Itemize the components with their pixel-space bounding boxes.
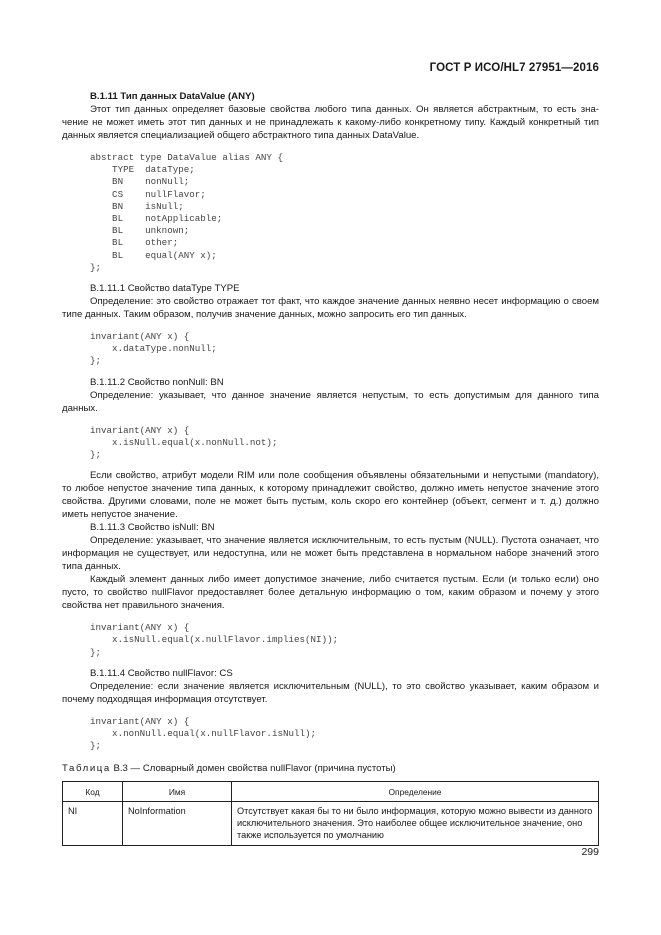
subsection-heading: В.1.11.2 Свойство nonNull: BN: [90, 376, 224, 388]
table-caption-label: Таблица: [62, 763, 111, 775]
column-header-code: Код: [63, 782, 123, 802]
code-block: abstract type DataValue alias ANY { TYPE dataType; BN nonNull; CS nullFlavor; BN isNull; BL notApplicable; BL unknown; BL other; BL equal(ANY x); };: [90, 152, 283, 273]
code-block: invariant(ANY x) { x.isNull.equal(x.nonNull.not); };: [90, 424, 278, 461]
paragraph: Определение: это свойство отражает тот факт, что каждое значение данных неявно несет информацию о своем типе данных. Таким образом, получив значение данных, можно запросить его тип данных.: [62, 296, 599, 321]
cell-definition: Отсутствует какая бы то ни было информация, которую можно вывести из данного исключительного значения. Это наиболее общее исключительное значение, оно также используется по умолчанию: [232, 802, 599, 846]
paragraph: Определение: если значение является исключительным (NULL), то это свойство указывает, каким образом и почему подходящая информация отсутствует.: [62, 680, 599, 705]
page-number: 299: [581, 846, 599, 858]
subsection-heading: В.1.11.3 Свойство isNull: BN: [90, 522, 215, 534]
code-block: invariant(ANY x) { x.isNull.equal(x.nullFlavor.implies(NI)); };: [90, 622, 339, 658]
table-caption-text: В.3 — Словарный домен свойства nullFlavor (причина пустоты): [110, 763, 396, 775]
code-block: invariant(ANY x) { x.dataType.nonNull; };: [90, 331, 217, 367]
page-content: [62, 90, 599, 846]
null-flavor-table: [62, 781, 599, 846]
table-header-row: [63, 782, 599, 802]
paragraph: Каждый элемент данных либо имеет допустимое значение, либо считается пустым. Если (и только если) оно пусто, то свойство nullFlavor предоставляет более детальную информацию о том, каким образом и почему у этого свойства нет правильного значения.: [62, 574, 599, 612]
table-caption: [62, 762, 599, 775]
subsection-heading: В.1.11.4 Свойство nullFlavor: CS: [90, 667, 233, 679]
table-row: [63, 802, 599, 846]
cell-name: NoInformation: [123, 802, 232, 846]
paragraph: Этот тип данных определяет базовые свойства любого типа данных. Он является абстрактным, то есть зна-чение не может иметь этот тип данных и не принадлежать к какому-либо конкретному типу. Каждый конкретный тип данных является специализацией общего абстрактного типа данных DataValue.: [62, 104, 599, 141]
section-heading: В.1.11 Тип данных DataValue (ANY): [90, 91, 255, 102]
column-header-definition: Определение: [232, 782, 599, 802]
subsection-heading: В.1.11.1 Свойство dataType TYPE: [90, 283, 240, 295]
column-header-name: Имя: [123, 782, 232, 802]
paragraph: Определение: указывает, что данное значение является непустым, то есть допустимым для данного типа данных.: [62, 389, 599, 414]
code-block: invariant(ANY x) { x.nonNull.equal(x.nullFlavor.isNull); };: [90, 715, 317, 752]
paragraph: Если свойство, атрибут модели RIM или поле сообщения объявлены обязательными и непустыми (mandatory), то любое непустое значение типа данных, к которому принадлежит свойство, должно иметь непустое значение этого свойства. Другими словами, поле не может быть пустым, коль скоро его контейнер (объект, сегмент и т. д.) должно иметь непустое значение.: [62, 470, 599, 521]
document-header: ГОСТ Р ИСО/HL7 27951—2016: [429, 62, 599, 74]
cell-code: NI: [63, 802, 123, 846]
paragraph: Определение: указывает, что значение является исключительным, то есть пустым (NULL). Пустота означает, что информация не существует, или недоступна, или не может быть представлена в нормальном наборе значений этого типа данных.: [62, 535, 599, 573]
